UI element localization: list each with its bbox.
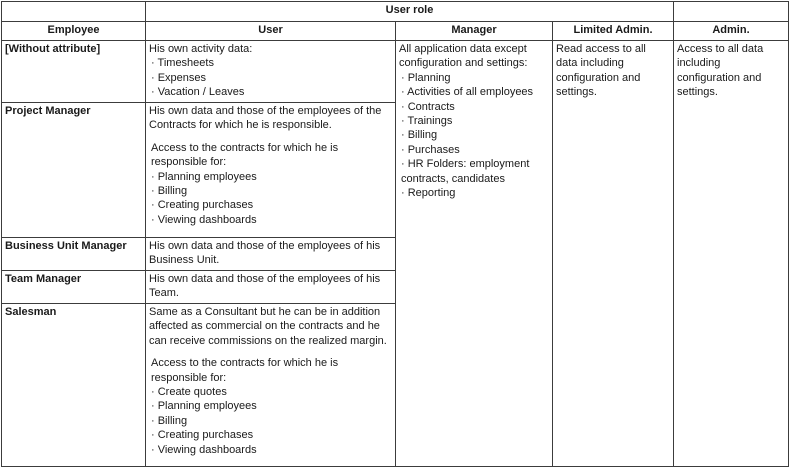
list-item: · Planning (401, 71, 451, 84)
col-header-admin: Admin. (674, 22, 789, 41)
list-item: · Billing (151, 185, 188, 198)
list-item: · Planning employees (151, 170, 257, 183)
user-cell (146, 41, 396, 103)
list-item: · Billing (401, 129, 438, 142)
col-header-manager: Manager (396, 22, 553, 41)
list-item: · Reporting (401, 187, 456, 200)
user-cell (146, 103, 396, 238)
user-intro: His own data and those of the employees of his Business Unit. (149, 240, 381, 267)
header-blank-right (674, 2, 789, 22)
list-item: · Expenses (151, 71, 207, 84)
list-item: · Create quotes (151, 386, 227, 399)
header-blank-cell (2, 2, 146, 22)
user-cell (146, 304, 396, 467)
manager-intro: All application data except configuration and settings: (399, 43, 528, 70)
user-role-table (1, 1, 789, 467)
list-item: · Timesheets (151, 57, 214, 70)
user-intro: His own activity data: (149, 43, 253, 55)
col-header-user: User (146, 22, 396, 41)
employee-cell: [Without attribute] (2, 41, 146, 103)
employee-cell: Salesman (2, 304, 146, 467)
user-cell (146, 271, 396, 304)
table-row (2, 41, 789, 103)
list-item: · Activities of all employees (401, 86, 534, 99)
list-item: · Creating purchases (151, 429, 254, 442)
list-item: · Trainings (401, 115, 453, 128)
header-row-group (2, 2, 789, 22)
admin-cell: Access to all data including configuration and settings. (674, 41, 789, 467)
list-item: · Contracts (401, 100, 455, 113)
employee-cell: Project Manager (2, 103, 146, 238)
list-item: · Viewing dashboards (151, 213, 257, 226)
col-header-employee: Employee (2, 22, 146, 41)
user-access: Access to the contracts for which he is responsible for: (151, 357, 339, 384)
employee-cell: Team Manager (2, 271, 146, 304)
list-item: · HR Folders: employment contracts, candidates (401, 158, 530, 185)
user-access: Access to the contracts for which he is responsible for: (151, 141, 339, 169)
list-item: · Planning employees (151, 400, 257, 413)
limited-admin-cell: Read access to all data including configuration and settings. (553, 41, 674, 467)
list-item: · Viewing dashboards (151, 443, 257, 456)
list-item: · Billing (151, 414, 188, 427)
user-cell (146, 238, 396, 271)
manager-cell (396, 41, 553, 467)
employee-cell: Business Unit Manager (2, 238, 146, 271)
list-item: · Purchases (401, 143, 460, 156)
list-item: · Creating purchases (151, 199, 254, 212)
col-header-limited-admin: Limited Admin. (553, 22, 674, 41)
user-intro: His own data and those of the employees of the Contracts for which he is responsible. (149, 105, 382, 132)
list-item: · Vacation / Leaves (151, 86, 245, 99)
header-row-columns (2, 22, 789, 41)
header-user-role: User role (146, 2, 674, 22)
user-intro: His own data and those of the employees of his Team. (149, 273, 381, 300)
user-intro: Same as a Consultant but he can be in addition affected as commercial on the contracts and he can receive commissions on the realized margin. (149, 306, 387, 347)
